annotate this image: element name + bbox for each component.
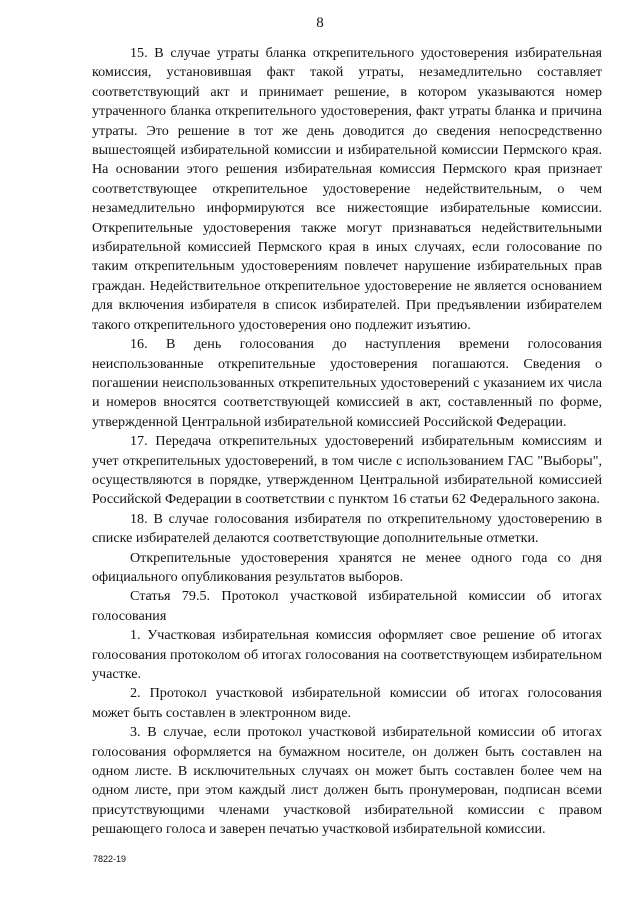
paragraph-18: 18. В случае голосования избирателя по открепительному удостоверению в списке избирателей делаются соответствующие дополнительные отметки. xyxy=(92,510,602,547)
document-code: 7822-19 xyxy=(93,854,127,864)
paragraph-15: 15. В случае утраты бланка открепительного удостоверения избирательная комиссия, установившая факт такой утраты, незамедлительно составляет соответствующий акт и принимает решение, в котором указываются номер утраченного бланка открепительного удостоверения, факт утраты бланка и причина утраты. Это решение в тот же день доводится до сведения непосредственно вышестоящей избирательной комиссии и избирательной комиссии Пермского края. На основании этого решения избирательная комиссия Пермского края признает соответствующее открепительное удостоверение недействительным, о чем незамедлительно информируются все нижестоящие избирательные комиссии. Открепительные удостоверения также могут признаваться недействительными избирательной комиссией Пермского края в иных случаях, если голосование по таким открепительным удостоверениям повлечет нарушение избирательных прав граждан. Недействительное открепительное удостоверение не является основанием для включения избирателя в список избирателей. При предъявлении избирателем такого открепительного удостоверения оно подлежит изъятию. xyxy=(92,45,602,333)
paragraph-2: 2. Протокол участковой избирательной комиссии об итогах голосования может быть составлен в электронном виде. xyxy=(92,685,602,721)
page-number: 8 xyxy=(316,15,324,31)
article-heading: Статья 79.5. Протокол участковой избирательной комиссии об итогах голосования xyxy=(92,588,602,624)
paragraph-17: 17. Передача открепительных удостоверений избирательным комиссиям и учет открепительных удостоверений, в том числе с использованием ГАС "Выборы", осуществляются в порядке, утвержденном Центральной избирательной комиссией Российской Федерации в соответствии с пунктом 16 статьи 62 Федерального закона. xyxy=(92,433,602,508)
paragraph-1: 1. Участковая избирательная комиссия оформляет свое решение об итогах голосования протоколом об итогах голосования на соответствующем избирательном участке. xyxy=(92,627,602,682)
paragraph-16: 16. В день голосования до наступления времени голосования неиспользованные открепительные удостоверения погашаются. Сведения о погашении неиспользованных открепительных удостоверений с указанием их числа и номеров вносятся соответствующей комиссией в акт, составленный по форме, утвержденной Центральной избирательной комиссией Российской Федерации. xyxy=(92,336,602,430)
document-body xyxy=(92,44,602,840)
paragraph-3: 3. В случае, если протокол участковой избирательной комиссии об итогах голосования оформляется на бумажном носителе, он должен быть составлен на одном листе. В исключительных случаях он может быть составлен более чем на одном листе, при этом каждый лист должен быть пронумерован, подписан всеми присутствующими членами участковой избирательной комиссии с правом решающего голоса и заверен печатью участковой избирательной комиссии. xyxy=(92,724,602,838)
paragraph-storage: Открепительные удостоверения хранятся не менее одного года со дня официального опубликования результатов выборов. xyxy=(92,549,602,585)
